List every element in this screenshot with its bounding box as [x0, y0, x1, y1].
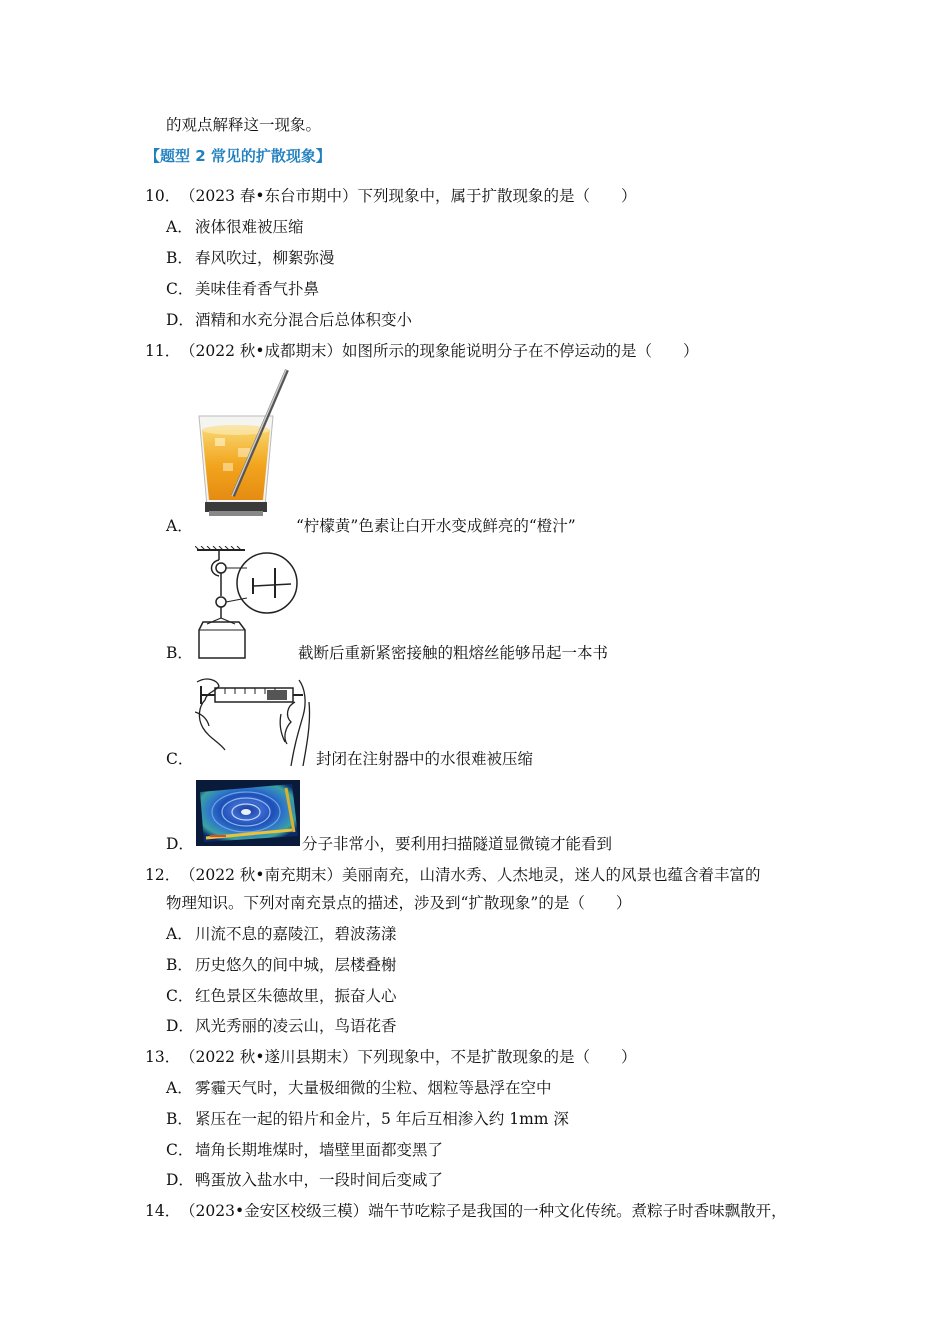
question-10-number: 10．: [145, 187, 181, 205]
q10-option-b-text: 春风吹过，柳絮弥漫: [195, 249, 335, 267]
q10-option-d-text: 酒精和水充分混合后总体积变小: [195, 311, 413, 329]
q12-option-a-label: A．: [166, 925, 193, 943]
question-13-stem: （2022 秋•遂川县期末）下列现象中，不是扩散现象的是（ ）: [180, 1048, 637, 1066]
q12-option-a-text: 川流不息的嘉陵江，碧波荡漾: [195, 925, 397, 943]
question-14-number: 14．: [145, 1202, 181, 1220]
q13-option-d-text: 鸭蛋放入盐水中，一段时间后变咸了: [195, 1171, 444, 1189]
question-11-stem: （2022 秋•成都期末）如图所示的现象能说明分子在不停运动的是（ ）: [180, 342, 699, 360]
intro-tail-text: 的观点解释这一现象。: [166, 116, 322, 134]
q12-option-b-label: B．: [166, 956, 193, 974]
orange-juice-glass-figure: [193, 368, 293, 523]
q12-option-c-text: 红色景区朱德故里，振奋人心: [195, 987, 397, 1005]
q10-option-b-label: B．: [166, 249, 193, 267]
q10-option-d-label: D．: [166, 311, 194, 329]
q11-option-d-label: D．: [166, 835, 194, 853]
fuse-wire-book-figure: [195, 546, 300, 662]
question-14-stem: （2023•金安区校级三模）端午节吃粽子是我国的一种文化传统。煮粽子时香味飘散开，: [180, 1202, 787, 1220]
q11-option-a-text: “柠檬黄”色素让白开水变成鲜亮的“橙汁”: [296, 517, 576, 535]
question-13-number: 13．: [145, 1048, 181, 1066]
q12-option-d-text: 风光秀丽的凌云山，鸟语花香: [195, 1017, 397, 1035]
question-12-stem-continued: 物理知识。下列对南充景点的描述，涉及到“扩散现象”的是（ ）: [166, 894, 632, 912]
q12-option-c-label: C．: [166, 987, 194, 1005]
q10-option-c-label: C．: [166, 280, 194, 298]
q10-option-a-label: A．: [166, 218, 193, 236]
q13-option-c-label: C．: [166, 1141, 194, 1159]
q10-option-c-text: 美味佳肴香气扑鼻: [195, 280, 320, 298]
section-heading: 【题型 2 常见的扩散现象】: [145, 147, 331, 165]
question-11-number: 11．: [145, 342, 181, 360]
q11-option-b-label: B．: [166, 644, 193, 662]
q11-option-d-text: 分子非常小，要利用扫描隧道显微镜才能看到: [302, 835, 613, 853]
q11-option-a-label: A．: [166, 517, 193, 535]
q12-option-b-text: 历史悠久的间中城，层楼叠榭: [195, 956, 397, 974]
question-12-number: 12．: [145, 866, 181, 884]
q11-option-c-label: C．: [166, 750, 194, 768]
q11-option-b-text: 截断后重新紧密接触的粗熔丝能够吊起一本书: [298, 644, 609, 662]
stm-image-figure: [196, 780, 300, 846]
q10-option-a-text: 液体很难被压缩: [195, 218, 304, 236]
q13-option-c-text: 墙角长期堆煤时，墙壁里面都变黑了: [195, 1141, 444, 1159]
q12-option-d-label: D．: [166, 1017, 194, 1035]
q13-option-b-text: 紧压在一起的铅片和金片，5 年后互相渗入约 1mm 深: [195, 1110, 569, 1128]
q13-option-d-label: D．: [166, 1171, 194, 1189]
syringe-figure: [195, 672, 313, 768]
question-10-stem: （2023 春•东台市期中）下列现象中，属于扩散现象的是（ ）: [180, 187, 637, 205]
question-12-stem: （2022 秋•南充期末）美丽南充，山清水秀、人杰地灵，迷人的风景也蕴含着丰富的: [180, 866, 761, 884]
q11-option-c-text: 封闭在注射器中的水很难被压缩: [316, 750, 534, 768]
q13-option-a-text: 雾霾天气时，大量极细微的尘粒、烟粒等悬浮在空中: [195, 1079, 552, 1097]
q13-option-a-label: A．: [166, 1079, 193, 1097]
q13-option-b-label: B．: [166, 1110, 193, 1128]
